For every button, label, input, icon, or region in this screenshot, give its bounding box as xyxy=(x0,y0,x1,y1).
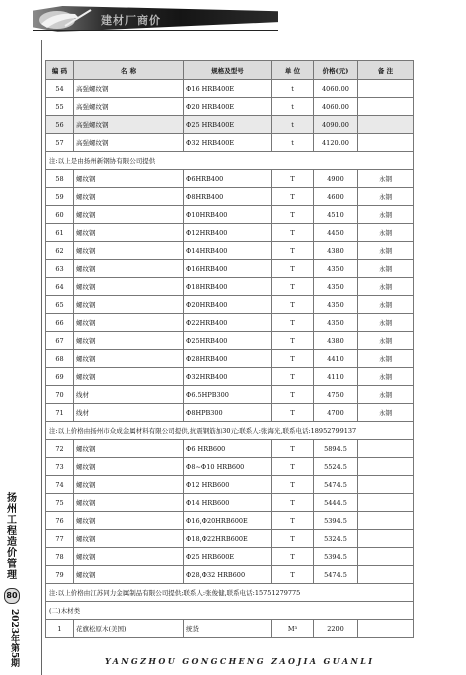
cell-spec: Φ6.5HPB300 xyxy=(184,386,272,404)
cell-remark xyxy=(358,620,414,638)
cell-remark: 永钢 xyxy=(358,242,414,260)
cell-remark xyxy=(358,548,414,566)
cell-code: 61 xyxy=(46,224,74,242)
cell-unit: T xyxy=(272,314,314,332)
cell-remark xyxy=(358,476,414,494)
cell-name: 螺纹钢 xyxy=(74,278,184,296)
cell-remark: 永钢 xyxy=(358,296,414,314)
table-row xyxy=(46,512,414,530)
cell-code: 78 xyxy=(46,548,74,566)
cell-name: 螺纹钢 xyxy=(74,476,184,494)
cell-name: 螺纹钢 xyxy=(74,314,184,332)
cell-code: 73 xyxy=(46,458,74,476)
cell-spec: Φ8HPB300 xyxy=(184,404,272,422)
cell-unit: T xyxy=(272,242,314,260)
cell-name: 高强螺纹钢 xyxy=(74,116,184,134)
cell-spec: Φ32HRB400 xyxy=(184,368,272,386)
cell-remark xyxy=(358,134,414,152)
cell-price: 5394.5 xyxy=(314,548,358,566)
cell-code: 72 xyxy=(46,440,74,458)
cell-price: 4380 xyxy=(314,242,358,260)
cell-code: 67 xyxy=(46,332,74,350)
table-row xyxy=(46,80,414,98)
cell-code: 60 xyxy=(46,206,74,224)
cell-remark xyxy=(358,116,414,134)
cell-code: 54 xyxy=(46,80,74,98)
hand-pen-logo-icon xyxy=(35,6,93,32)
cell-price: 4750 xyxy=(314,386,358,404)
cell-unit: t xyxy=(272,116,314,134)
issue-label: 2023年第5期 xyxy=(9,608,19,668)
cell-remark xyxy=(358,80,414,98)
cell-price: 5524.5 xyxy=(314,458,358,476)
category-row-text: (二)木材类 xyxy=(46,602,414,620)
cell-price: 4350 xyxy=(314,314,358,332)
table-row xyxy=(46,368,414,386)
cell-name: 螺纹钢 xyxy=(74,512,184,530)
cell-price: 5474.5 xyxy=(314,476,358,494)
cell-code: 57 xyxy=(46,134,74,152)
cell-code: 65 xyxy=(46,296,74,314)
table-row xyxy=(46,278,414,296)
table-row xyxy=(46,548,414,566)
cell-code: 1 xyxy=(46,620,74,638)
cell-price: 4090.00 xyxy=(314,116,358,134)
cell-spec: Φ16,Φ20HRB600E xyxy=(184,512,272,530)
cell-unit: T xyxy=(272,332,314,350)
cell-price: 4380 xyxy=(314,332,358,350)
price-table xyxy=(45,60,414,638)
cell-name: 螺纹钢 xyxy=(74,548,184,566)
cell-unit: T xyxy=(272,368,314,386)
cell-code: 62 xyxy=(46,242,74,260)
cell-remark: 永钢 xyxy=(358,260,414,278)
cell-remark: 永钢 xyxy=(358,188,414,206)
cell-spec: Φ10HRB400 xyxy=(184,206,272,224)
table-row xyxy=(46,620,414,638)
cell-remark: 永钢 xyxy=(358,224,414,242)
cell-unit: T xyxy=(272,224,314,242)
note-row-text: 注:以上价格由扬州市众成金属材料有限公司提供,抗震钢筋加30元;联系人:张海光,联系电话:18952799137 xyxy=(46,422,414,440)
cell-code: 77 xyxy=(46,530,74,548)
cell-price: 4110 xyxy=(314,368,358,386)
cell-price: 4350 xyxy=(314,260,358,278)
cell-name: 螺纹钢 xyxy=(74,566,184,584)
header-price: 价格(元) xyxy=(314,61,358,80)
cell-price: 4900 xyxy=(314,170,358,188)
cell-remark: 永钢 xyxy=(358,170,414,188)
cell-price: 4510 xyxy=(314,206,358,224)
cell-price: 4700 xyxy=(314,404,358,422)
cell-spec: Φ25HRB400 xyxy=(184,332,272,350)
table-row xyxy=(46,224,414,242)
footer-text: YANGZHOU GONGCHENG ZAOJIA GUANLI xyxy=(105,656,375,666)
cell-remark xyxy=(358,494,414,512)
cell-spec: Φ8HRB400 xyxy=(184,188,272,206)
cell-name: 螺纹钢 xyxy=(74,206,184,224)
cell-unit: T xyxy=(272,548,314,566)
cell-price: 4450 xyxy=(314,224,358,242)
cell-unit: T xyxy=(272,530,314,548)
table-row xyxy=(46,116,414,134)
cell-code: 63 xyxy=(46,260,74,278)
cell-remark: 永钢 xyxy=(358,350,414,368)
cell-price: 5894.5 xyxy=(314,440,358,458)
cell-spec: Φ12 HRB600 xyxy=(184,476,272,494)
cell-remark xyxy=(358,98,414,116)
cell-price: 4060.00 xyxy=(314,98,358,116)
cell-unit: T xyxy=(272,188,314,206)
table-header-row xyxy=(46,61,414,80)
header-name: 名 称 xyxy=(74,61,184,80)
note-row xyxy=(46,422,414,440)
cell-spec: Φ6HRB400 xyxy=(184,170,272,188)
header-code: 编 码 xyxy=(46,61,74,80)
cell-unit: T xyxy=(272,440,314,458)
table-row xyxy=(46,404,414,422)
cell-spec: Φ16 HRB400E xyxy=(184,80,272,98)
cell-name: 高强螺纹钢 xyxy=(74,134,184,152)
table-body xyxy=(46,80,414,638)
page-number: 80 xyxy=(4,588,20,604)
cell-code: 79 xyxy=(46,566,74,584)
cell-code: 55 xyxy=(46,98,74,116)
cell-price: 2200 xyxy=(314,620,358,638)
table-row xyxy=(46,440,414,458)
table-row xyxy=(46,350,414,368)
cell-price: 5474.5 xyxy=(314,566,358,584)
cell-remark: 永钢 xyxy=(358,386,414,404)
cell-name: 线材 xyxy=(74,386,184,404)
category-row xyxy=(46,602,414,620)
table-row xyxy=(46,566,414,584)
table-row xyxy=(46,98,414,116)
cell-remark xyxy=(358,512,414,530)
cell-unit: M³ xyxy=(272,620,314,638)
table-row xyxy=(46,242,414,260)
cell-name: 螺纹钢 xyxy=(74,350,184,368)
left-margin-rule xyxy=(41,40,42,675)
cell-remark: 永钢 xyxy=(358,278,414,296)
cell-unit: T xyxy=(272,206,314,224)
cell-unit: T xyxy=(272,350,314,368)
cell-remark xyxy=(358,440,414,458)
header-spec: 规格及型号 xyxy=(184,61,272,80)
cell-spec: Φ22HRB400 xyxy=(184,314,272,332)
journal-title-vertical: 扬州工程造价管理 xyxy=(7,493,17,581)
cell-name: 螺纹钢 xyxy=(74,260,184,278)
cell-name: 螺纹钢 xyxy=(74,224,184,242)
cell-name: 线材 xyxy=(74,404,184,422)
cell-remark: 永钢 xyxy=(358,404,414,422)
cell-spec: Φ25 HRB600E xyxy=(184,548,272,566)
cell-code: 74 xyxy=(46,476,74,494)
cell-name: 螺纹钢 xyxy=(74,296,184,314)
cell-unit: T xyxy=(272,566,314,584)
cell-price: 4120.00 xyxy=(314,134,358,152)
cell-remark xyxy=(358,458,414,476)
cell-spec: Φ25 HRB400E xyxy=(184,116,272,134)
cell-spec: Φ32 HRB400E xyxy=(184,134,272,152)
table-row xyxy=(46,134,414,152)
table-row xyxy=(46,170,414,188)
table-row xyxy=(46,296,414,314)
cell-spec: Φ14 HRB600 xyxy=(184,494,272,512)
cell-name: 螺纹钢 xyxy=(74,368,184,386)
cell-unit: T xyxy=(272,386,314,404)
cell-unit: T xyxy=(272,260,314,278)
table-row xyxy=(46,386,414,404)
cell-code: 66 xyxy=(46,314,74,332)
cell-code: 58 xyxy=(46,170,74,188)
cell-spec: Φ18HRB400 xyxy=(184,278,272,296)
note-row-text: 注:以上是由扬州新钢协有限公司提供 xyxy=(46,152,414,170)
cell-remark: 永钢 xyxy=(358,368,414,386)
table-row xyxy=(46,206,414,224)
cell-unit: t xyxy=(272,98,314,116)
header-remark: 备 注 xyxy=(358,61,414,80)
cell-remark: 永钢 xyxy=(358,332,414,350)
cell-name: 螺纹钢 xyxy=(74,440,184,458)
cell-price: 4350 xyxy=(314,296,358,314)
note-row xyxy=(46,152,414,170)
cell-code: 69 xyxy=(46,368,74,386)
note-row xyxy=(46,584,414,602)
cell-name: 螺纹钢 xyxy=(74,530,184,548)
cell-code: 70 xyxy=(46,386,74,404)
cell-name: 螺纹钢 xyxy=(74,170,184,188)
cell-name: 高强螺纹钢 xyxy=(74,80,184,98)
cell-spec: Φ16HRB400 xyxy=(184,260,272,278)
cell-spec: Φ20HRB400 xyxy=(184,296,272,314)
cell-remark: 永钢 xyxy=(358,206,414,224)
cell-unit: T xyxy=(272,476,314,494)
cell-spec: Φ6 HRB600 xyxy=(184,440,272,458)
cell-price: 5394.5 xyxy=(314,512,358,530)
cell-spec: Φ20 HRB400E xyxy=(184,98,272,116)
cell-spec: Φ12HRB400 xyxy=(184,224,272,242)
cell-code: 75 xyxy=(46,494,74,512)
table-row xyxy=(46,530,414,548)
cell-price: 4600 xyxy=(314,188,358,206)
cell-name: 花旗松原木(美国) xyxy=(74,620,184,638)
cell-name: 高强螺纹钢 xyxy=(74,98,184,116)
cell-spec: Φ28,Φ32 HRB600 xyxy=(184,566,272,584)
cell-name: 螺纹钢 xyxy=(74,332,184,350)
cell-price: 5444.5 xyxy=(314,494,358,512)
cell-spec: Φ18,Φ22HRB600E xyxy=(184,530,272,548)
cell-spec: Φ8~Φ10 HRB600 xyxy=(184,458,272,476)
cell-spec: 统货 xyxy=(184,620,272,638)
table-row xyxy=(46,494,414,512)
cell-unit: T xyxy=(272,512,314,530)
header-underline xyxy=(33,30,278,31)
cell-remark xyxy=(358,530,414,548)
cell-unit: T xyxy=(272,170,314,188)
cell-unit: t xyxy=(272,80,314,98)
cell-unit: t xyxy=(272,134,314,152)
cell-price: 5324.5 xyxy=(314,530,358,548)
note-row-text: 注:以上价格由江苏同力金属制品有限公司提供;联系人:张俊健,联系电话:15751279775 xyxy=(46,584,414,602)
cell-unit: T xyxy=(272,494,314,512)
cell-price: 4350 xyxy=(314,278,358,296)
cell-name: 螺纹钢 xyxy=(74,458,184,476)
cell-unit: T xyxy=(272,296,314,314)
cell-unit: T xyxy=(272,404,314,422)
cell-spec: Φ14HRB400 xyxy=(184,242,272,260)
cell-name: 螺纹钢 xyxy=(74,242,184,260)
table-row xyxy=(46,260,414,278)
table-row xyxy=(46,314,414,332)
cell-price: 4410 xyxy=(314,350,358,368)
cell-name: 螺纹钢 xyxy=(74,494,184,512)
cell-price: 4060.00 xyxy=(314,80,358,98)
cell-remark xyxy=(358,566,414,584)
cell-code: 71 xyxy=(46,404,74,422)
header-title: 建材厂商价 xyxy=(101,14,161,27)
cell-unit: T xyxy=(272,278,314,296)
cell-unit: T xyxy=(272,458,314,476)
cell-code: 76 xyxy=(46,512,74,530)
header-unit: 单 位 xyxy=(272,61,314,80)
table-row xyxy=(46,458,414,476)
table-row xyxy=(46,476,414,494)
cell-code: 64 xyxy=(46,278,74,296)
table-row xyxy=(46,332,414,350)
cell-spec: Φ28HRB400 xyxy=(184,350,272,368)
cell-code: 68 xyxy=(46,350,74,368)
cell-code: 56 xyxy=(46,116,74,134)
cell-code: 59 xyxy=(46,188,74,206)
cell-remark: 永钢 xyxy=(358,314,414,332)
table-row xyxy=(46,188,414,206)
cell-name: 螺纹钢 xyxy=(74,188,184,206)
